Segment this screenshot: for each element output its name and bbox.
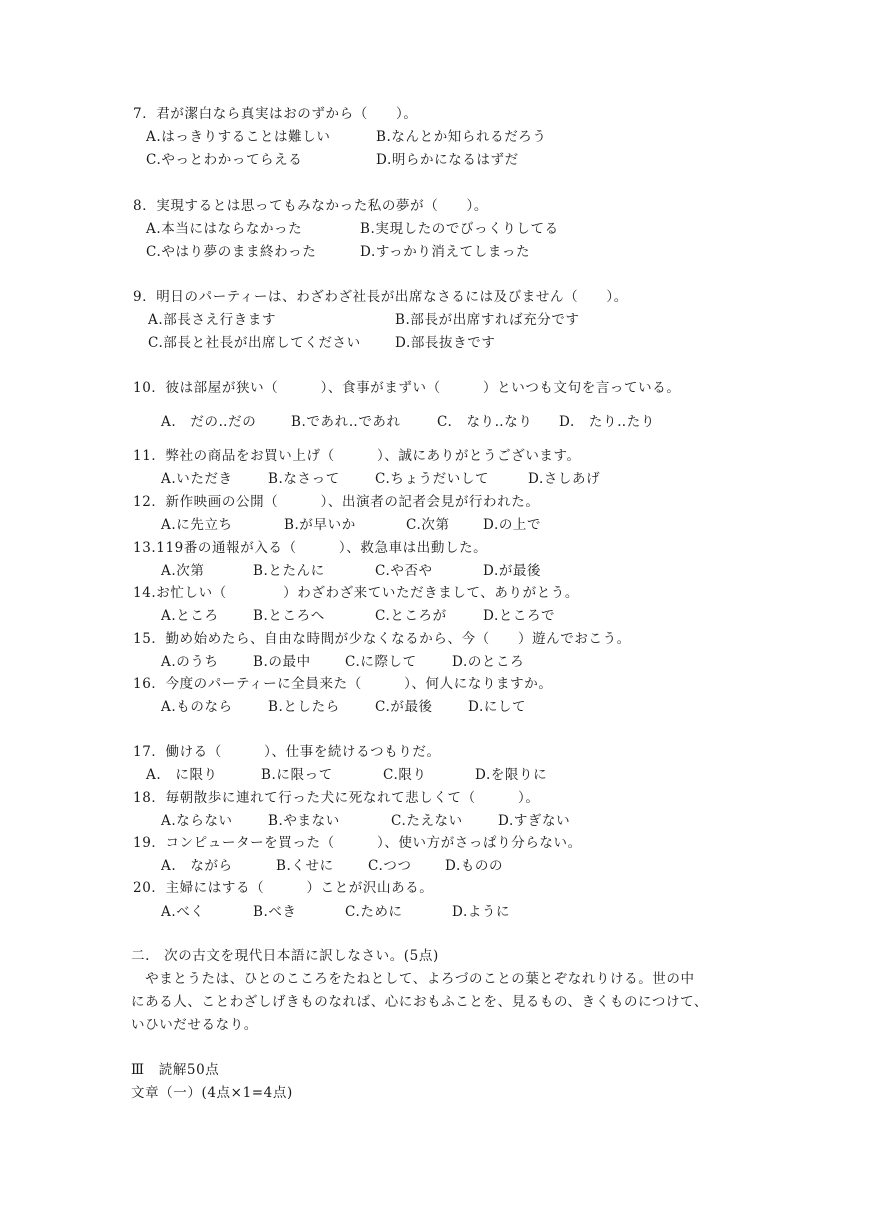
question-8-option-d: D.すっかり消えてしまった: [360, 244, 531, 260]
question-9-option-a: A.部長さえ行きます: [148, 312, 277, 328]
question-20-stem: 20．主婦にはする（ ）ことが沢山ある。: [133, 880, 434, 896]
question-7-option-b: B.なんとか知られるだろう: [376, 129, 547, 145]
question-7-stem: 7．君が潔白なら真実はおのずから（ ）。: [133, 106, 418, 122]
question-14-option-b: B.ところへ: [253, 608, 325, 624]
question-17-stem: 17．働ける（ ）、仕事を続けるつもりだ。: [133, 744, 441, 760]
question-15-option-b: B.の最中: [253, 654, 311, 670]
question-11-option-d: D.さしあげ: [528, 471, 601, 487]
question-15-option-c: C.に際して: [345, 654, 417, 670]
section-3-subheading: 文章（一）(4点×1=4点): [131, 1085, 293, 1101]
question-10-option-b: B.であれ‥であれ: [291, 414, 401, 430]
section-2-text-line-3: いひいだせるなり。: [131, 1017, 258, 1033]
question-15-stem: 15．勤め始めたら、自由な時間が少なくなるから、今（ ）遊んでおこう。: [133, 631, 631, 647]
question-15-option-a: A.のうち: [161, 654, 219, 670]
section-2-text-line-1: やまとうたは、ひとのこころをたねとして、よろづのことの葉とぞなれりける。世の中: [131, 971, 695, 987]
question-20-option-c: C.ために: [345, 904, 403, 920]
question-16-option-c: C.が最後: [375, 699, 433, 715]
question-14-option-a: A.ところ: [161, 608, 219, 624]
question-16-stem: 16．今度のパーティーに全員来た（ ）、何人になりますか。: [133, 676, 553, 692]
question-13-option-d: D.が最後: [483, 563, 542, 579]
question-11-option-a: A.いただき: [161, 471, 233, 487]
question-19-option-b: B.くせに: [276, 858, 334, 874]
question-8-option-a: A.本当にはならなかった: [146, 221, 303, 237]
question-19-stem: 19．コンピューターを買った（ ）、使い方がさっぱり分らない。: [133, 835, 582, 851]
question-18-option-a: A.ならない: [161, 813, 233, 829]
question-17-option-b: B.に限って: [261, 767, 333, 783]
question-18-stem: 18．毎朝散歩に連れて行った犬に死なれて悲しくて（ ）。: [133, 790, 540, 806]
question-15-option-d: D.のところ: [452, 654, 525, 670]
question-14-option-c: C.ところが: [375, 608, 447, 624]
question-20-option-d: D.ように: [452, 904, 511, 920]
question-20-option-a: A.べく: [161, 904, 205, 920]
question-11-option-b: B.なさって: [268, 471, 340, 487]
question-17-option-d: D.を限りに: [475, 767, 548, 783]
question-11-option-c: C.ちょうだいして: [375, 471, 490, 487]
question-17-option-c: C.限り: [383, 767, 427, 783]
question-19-option-c: C.つつ: [368, 858, 412, 874]
section-2-text-line-2: にある人、ことわざしげきものなれば、心におもふことを、見るもの、きくものにつけて、: [131, 994, 709, 1010]
question-10-option-c: C. なり‥なり: [437, 414, 533, 430]
question-12-option-b: B.が早いか: [284, 517, 356, 533]
question-16-option-a: A.ものなら: [161, 699, 233, 715]
question-17-option-a: A. に限り: [146, 767, 218, 783]
question-16-option-b: B.としたら: [268, 699, 340, 715]
question-7-option-a: A.はっきりすることは難しい: [146, 129, 331, 145]
question-8-option-c: C.やはり夢のまま終わった: [146, 244, 317, 260]
question-9-option-c: C.部長と社長が出席してください: [148, 335, 361, 351]
question-13-stem: 13.119番の通報が入る（ ）、救急車は出動した。: [133, 540, 488, 556]
question-13-option-c: C.や否や: [375, 563, 433, 579]
question-19-option-d: D.ものの: [445, 858, 504, 874]
question-13-option-b: B.とたんに: [253, 563, 325, 579]
question-18-option-c: C.たえない: [391, 813, 463, 829]
question-8-stem: 8．実現するとは思ってもみなかった私の夢が（ ）。: [133, 198, 488, 214]
question-16-option-d: D.にして: [468, 699, 527, 715]
question-18-option-b: B.やまない: [268, 813, 340, 829]
question-9-option-d: D.部長抜きです: [395, 335, 496, 351]
question-10-option-d: D. たり‥たり: [559, 414, 655, 430]
question-14-stem: 14.お忙しい（ ）わざわざ来ていただきまして、ありがとう。: [133, 585, 579, 601]
question-13-option-a: A.次第: [161, 563, 205, 579]
question-7-option-d: D.明らかになるはずだ: [376, 152, 519, 168]
question-11-stem: 11．弊社の商品をお買い上げ（ ）、誠にありがとうございます。: [133, 448, 581, 464]
question-12-stem: 12．新作映画の公開（ ）、出演者の記者会見が行われた。: [133, 494, 540, 510]
question-19-option-a: A. ながら: [161, 858, 233, 874]
question-9-option-b: B.部長が出席すれば充分です: [395, 312, 580, 328]
question-12-option-d: D.の上で: [483, 517, 542, 533]
question-20-option-b: B.べき: [253, 904, 297, 920]
question-10-stem: 10．彼は部屋が狭い（ ）、食事がまずい（ ）といつも文句を言っている。: [133, 380, 681, 396]
question-14-option-d: D.ところで: [483, 608, 556, 624]
section-2-heading: 二. 次の古文を現代日本語に訳しなさい。(5点): [131, 948, 439, 964]
question-8-option-b: B.実現したのでびっくりしてる: [360, 221, 559, 237]
question-18-option-d: D.すぎない: [498, 813, 571, 829]
question-10-option-a: A. だの‥だの: [161, 414, 257, 430]
section-3-heading: Ⅲ 読解50点: [131, 1062, 220, 1078]
question-12-option-c: C.次第: [406, 517, 450, 533]
question-7-option-c: C.やっとわかってらえる: [146, 152, 303, 168]
question-12-option-a: A.に先立ち: [161, 517, 233, 533]
question-9-stem: 9．明日のパーティーは、わざわざ社長が出席なさるには及びません（ ）。: [133, 289, 628, 305]
